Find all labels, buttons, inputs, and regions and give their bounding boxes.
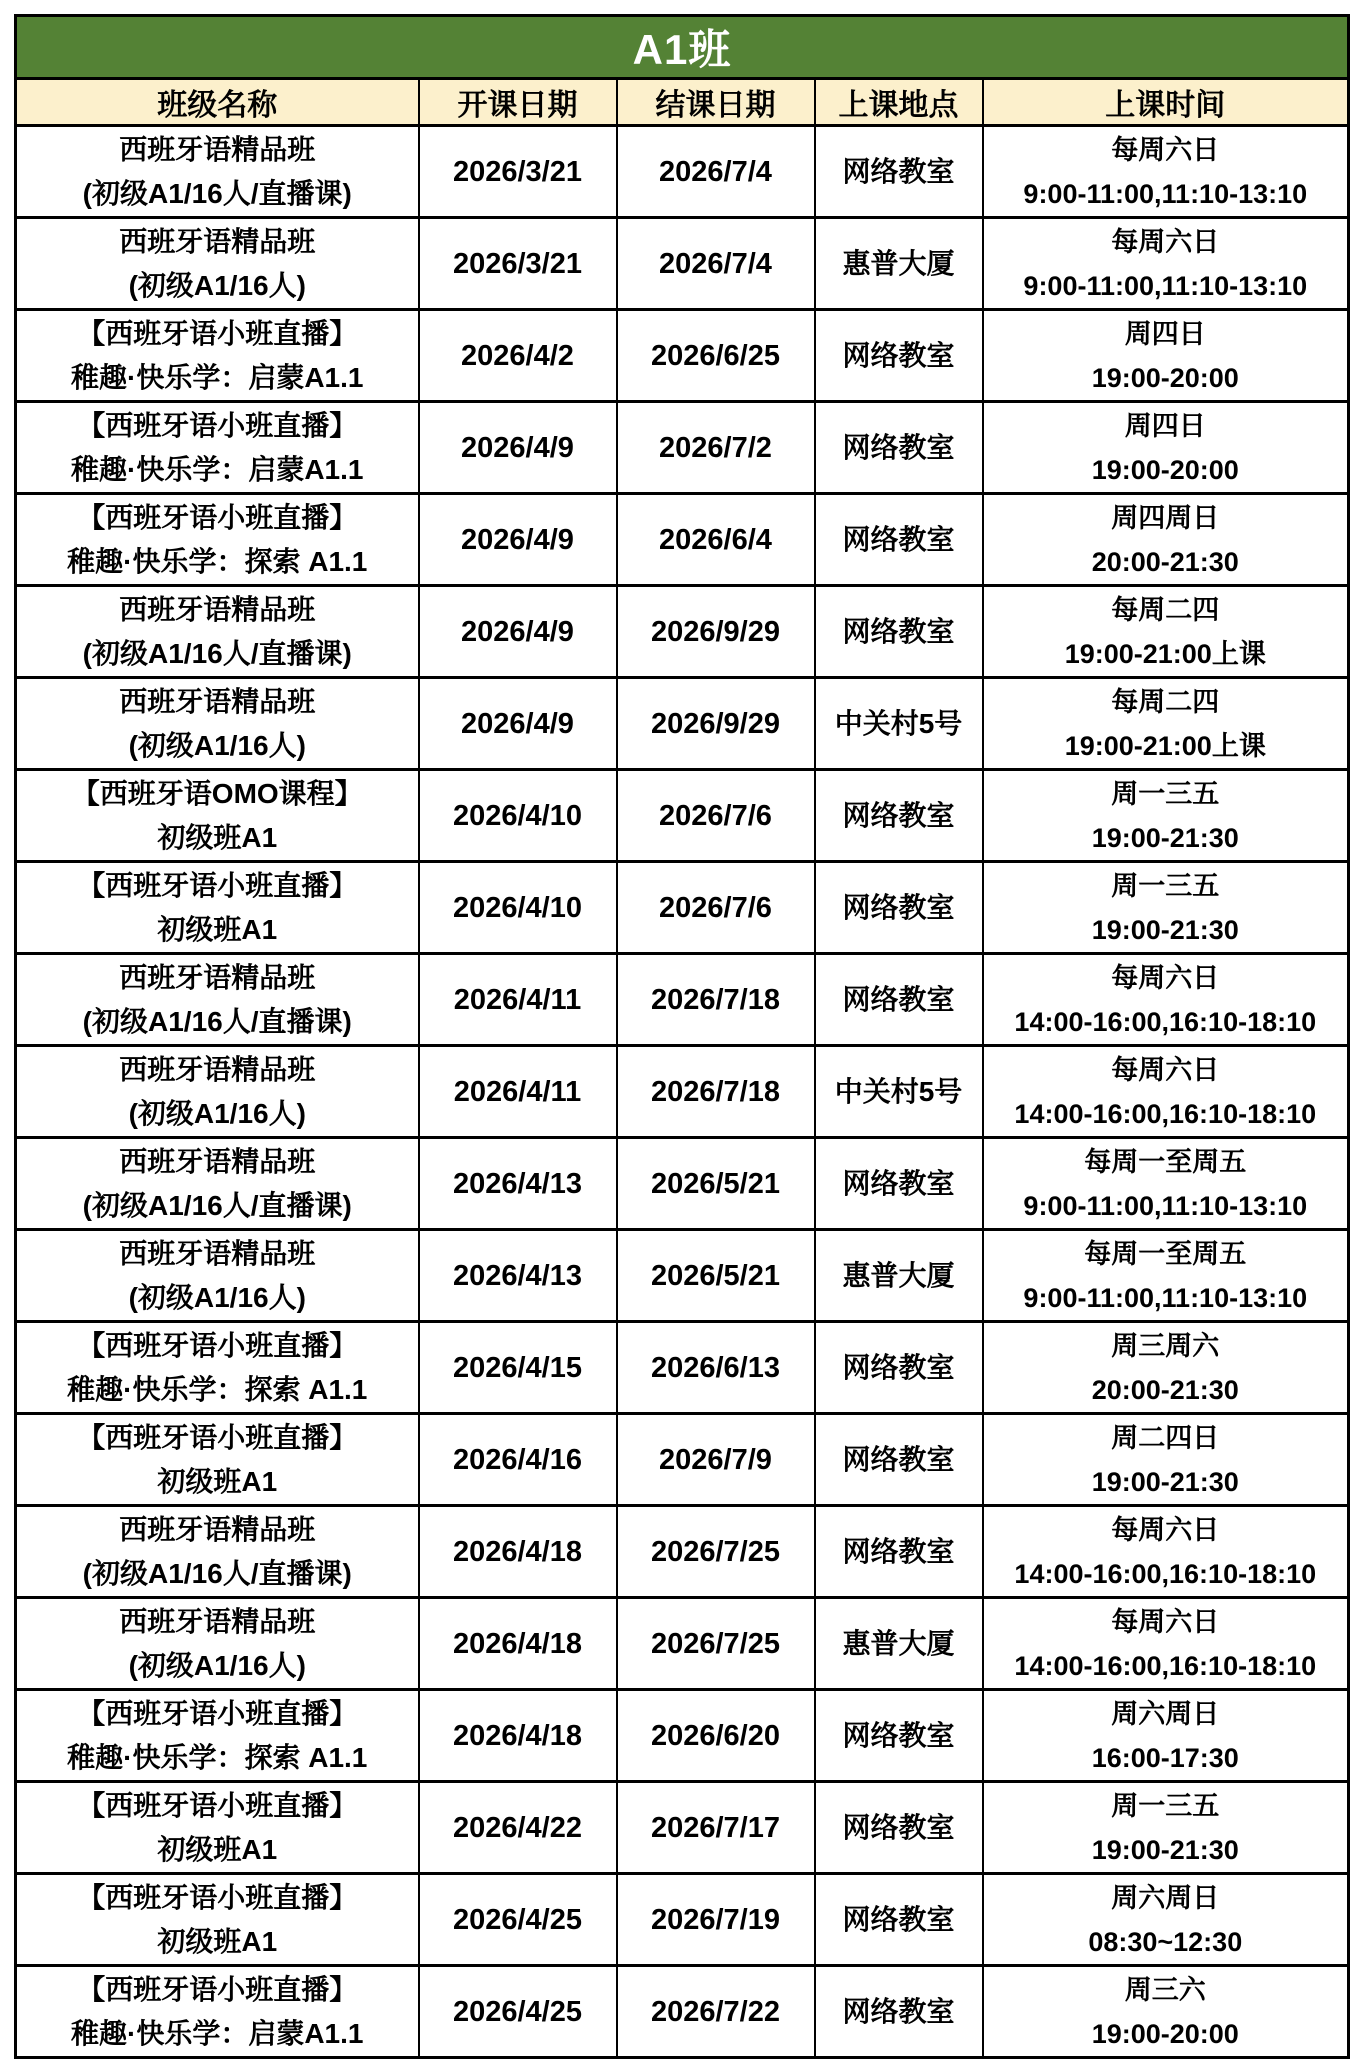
cell-line: 19:00-21:30 xyxy=(1091,1834,1239,1865)
table-row xyxy=(16,586,1349,678)
cell-line: 2026/7/4 xyxy=(659,155,772,188)
cell-line: 【西班牙语OMO课程】 xyxy=(71,777,363,809)
end-date-cell xyxy=(617,126,815,218)
start-date-cell xyxy=(419,1598,617,1690)
cell-line: 西班牙语精品班 xyxy=(119,1053,316,1085)
cell-line: 2026/3/21 xyxy=(452,247,582,280)
class-name-cell xyxy=(16,586,419,678)
cell-line: 稚趣·快乐学：探索 A1.1 xyxy=(67,545,368,577)
cell-line: 周六周日 xyxy=(1111,1698,1220,1729)
cell-line: 2026/9/29 xyxy=(650,615,780,648)
cell-line: 西班牙语精品班 xyxy=(119,593,316,625)
table-row xyxy=(16,1690,1349,1782)
location-cell xyxy=(815,770,983,862)
class-schedule-table xyxy=(14,14,1350,2059)
cell-line: 网络教室 xyxy=(842,1903,955,1935)
cell-line: 【西班牙语小班直播】 xyxy=(77,1789,358,1821)
column-header-0: 班级名称 xyxy=(16,79,419,126)
cell-line: 周六周日 xyxy=(1111,1882,1220,1913)
cell-line: 2026/9/29 xyxy=(650,707,780,740)
cell-line: 周三六 xyxy=(1124,1974,1206,2005)
end-date-cell xyxy=(617,1966,815,2058)
table-row xyxy=(16,1874,1349,1966)
class-name-cell xyxy=(16,770,419,862)
end-date-cell xyxy=(617,1322,815,1414)
start-date-cell xyxy=(419,862,617,954)
cell-line: 2026/4/18 xyxy=(452,1627,582,1660)
cell-line: 西班牙语精品班 xyxy=(119,1145,316,1177)
table-row xyxy=(16,1046,1349,1138)
class-name-cell xyxy=(16,954,419,1046)
column-header-2: 结课日期 xyxy=(617,79,815,126)
location-cell xyxy=(815,402,983,494)
cell-line: 每周六日 xyxy=(1111,962,1220,993)
time-cell xyxy=(983,1506,1349,1598)
start-date-cell xyxy=(419,218,617,310)
cell-line: (初级A1/16人) xyxy=(128,269,306,301)
cell-line: 【西班牙语小班直播】 xyxy=(77,501,358,533)
table-row xyxy=(16,126,1349,218)
cell-line: 每周二四 xyxy=(1111,686,1220,717)
cell-line: 19:00-21:30 xyxy=(1091,914,1239,945)
cell-line: 2026/4/10 xyxy=(452,891,582,924)
start-date-cell xyxy=(419,1322,617,1414)
end-date-cell xyxy=(617,1874,815,1966)
location-cell xyxy=(815,310,983,402)
cell-line: 9:00-11:00,11:10-13:10 xyxy=(1023,270,1308,301)
cell-line: 2026/7/6 xyxy=(659,799,772,832)
start-date-cell xyxy=(419,1966,617,2058)
cell-line: 2026/4/13 xyxy=(452,1259,582,1292)
cell-line: 网络教室 xyxy=(842,339,955,371)
cell-line: 每周六日 xyxy=(1111,134,1220,165)
location-cell xyxy=(815,1046,983,1138)
table-row xyxy=(16,310,1349,402)
cell-line: 中关村5号 xyxy=(834,707,963,739)
class-name-cell xyxy=(16,1506,419,1598)
cell-line: 9:00-11:00,11:10-13:10 xyxy=(1023,178,1308,209)
cell-line: 网络教室 xyxy=(842,891,955,923)
start-date-cell xyxy=(419,402,617,494)
location-cell xyxy=(815,1138,983,1230)
class-name-cell xyxy=(16,678,419,770)
table-row xyxy=(16,1506,1349,1598)
cell-line: 【西班牙语小班直播】 xyxy=(77,409,358,441)
cell-line: 网络教室 xyxy=(842,983,955,1015)
cell-line: 初级班A1 xyxy=(157,913,278,945)
time-cell xyxy=(983,402,1349,494)
cell-line: 周四日 xyxy=(1124,410,1206,441)
location-cell xyxy=(815,862,983,954)
cell-line: 2026/4/10 xyxy=(452,799,582,832)
end-date-cell xyxy=(617,1598,815,1690)
cell-line: 网络教室 xyxy=(842,1167,955,1199)
end-date-cell xyxy=(617,954,815,1046)
cell-line: 周四周日 xyxy=(1111,502,1220,533)
cell-line: 稚趣·快乐学：探索 A1.1 xyxy=(67,1741,368,1773)
start-date-cell xyxy=(419,494,617,586)
cell-line: 2026/7/25 xyxy=(650,1535,780,1568)
start-date-cell xyxy=(419,678,617,770)
table-row xyxy=(16,1782,1349,1874)
time-cell xyxy=(983,1230,1349,1322)
class-name-cell xyxy=(16,1414,419,1506)
end-date-cell xyxy=(617,1414,815,1506)
class-name-cell xyxy=(16,1230,419,1322)
cell-line: 西班牙语精品班 xyxy=(119,133,316,165)
cell-line: 2026/7/19 xyxy=(650,1903,780,1936)
cell-line: 2026/4/11 xyxy=(453,1075,582,1108)
end-date-cell xyxy=(617,310,815,402)
start-date-cell xyxy=(419,310,617,402)
table-row xyxy=(16,1966,1349,2058)
cell-line: 2026/4/13 xyxy=(452,1167,582,1200)
table-row xyxy=(16,1138,1349,1230)
location-cell xyxy=(815,218,983,310)
class-name-cell xyxy=(16,218,419,310)
cell-line: 每周二四 xyxy=(1111,594,1220,625)
location-cell xyxy=(815,678,983,770)
table-row xyxy=(16,1598,1349,1690)
end-date-cell xyxy=(617,1138,815,1230)
start-date-cell xyxy=(419,586,617,678)
cell-line: 14:00-16:00,16:10-18:10 xyxy=(1014,1098,1317,1129)
cell-line: 2026/7/17 xyxy=(650,1811,780,1844)
end-date-cell xyxy=(617,1046,815,1138)
cell-line: 西班牙语精品班 xyxy=(119,685,316,717)
cell-line: 【西班牙语小班直播】 xyxy=(77,1329,358,1361)
location-cell xyxy=(815,1782,983,1874)
cell-line: 网络教室 xyxy=(842,1443,955,1475)
cell-line: 2026/4/9 xyxy=(461,707,574,740)
start-date-cell xyxy=(419,1230,617,1322)
time-cell xyxy=(983,1598,1349,1690)
cell-line: 每周六日 xyxy=(1111,1606,1220,1637)
cell-line: 2026/4/9 xyxy=(461,431,574,464)
cell-line: 西班牙语精品班 xyxy=(119,961,316,993)
cell-line: 2026/7/25 xyxy=(650,1627,780,1660)
table-row xyxy=(16,1414,1349,1506)
time-cell xyxy=(983,310,1349,402)
cell-line: 08:30~12:30 xyxy=(1088,1926,1243,1957)
location-cell xyxy=(815,1322,983,1414)
cell-line: 网络教室 xyxy=(842,1351,955,1383)
end-date-cell xyxy=(617,1782,815,1874)
table-title: A1班 xyxy=(16,16,1349,79)
class-name-cell xyxy=(16,1690,419,1782)
cell-line: 2026/4/15 xyxy=(452,1351,582,1384)
time-cell xyxy=(983,1046,1349,1138)
start-date-cell xyxy=(419,126,617,218)
cell-line: 周一三五 xyxy=(1111,870,1220,901)
end-date-cell xyxy=(617,1690,815,1782)
cell-line: 2026/5/21 xyxy=(650,1167,780,1200)
cell-line: 2026/7/18 xyxy=(650,983,780,1016)
cell-line: 每周六日 xyxy=(1111,1514,1220,1545)
cell-line: (初级A1/16人/直播课) xyxy=(82,1005,352,1037)
cell-line: 网络教室 xyxy=(842,1811,955,1843)
cell-line: 网络教室 xyxy=(842,431,955,463)
location-cell xyxy=(815,126,983,218)
cell-line: 每周一至周五 xyxy=(1084,1146,1247,1177)
cell-line: 【西班牙语小班直播】 xyxy=(77,1697,358,1729)
cell-line: 每周六日 xyxy=(1111,1054,1220,1085)
location-cell xyxy=(815,1230,983,1322)
time-cell xyxy=(983,126,1349,218)
start-date-cell xyxy=(419,1506,617,1598)
cell-line: 14:00-16:00,16:10-18:10 xyxy=(1014,1650,1317,1681)
end-date-cell xyxy=(617,494,815,586)
end-date-cell xyxy=(617,862,815,954)
end-date-cell xyxy=(617,586,815,678)
cell-line: 初级班A1 xyxy=(157,1465,278,1497)
start-date-cell xyxy=(419,1414,617,1506)
cell-line: 稚趣·快乐学：启蒙A1.1 xyxy=(71,2017,364,2049)
cell-line: 初级班A1 xyxy=(157,821,278,853)
start-date-cell xyxy=(419,1138,617,1230)
end-date-cell xyxy=(617,218,815,310)
cell-line: 2026/4/16 xyxy=(452,1443,582,1476)
location-cell xyxy=(815,1598,983,1690)
time-cell xyxy=(983,770,1349,862)
location-cell xyxy=(815,1874,983,1966)
cell-line: 20:00-21:30 xyxy=(1091,1374,1239,1405)
cell-line: (初级A1/16人) xyxy=(128,1281,306,1313)
class-name-cell xyxy=(16,1322,419,1414)
cell-line: 稚趣·快乐学：启蒙A1.1 xyxy=(71,453,364,485)
cell-line: 周三周六 xyxy=(1111,1330,1220,1361)
time-cell xyxy=(983,1414,1349,1506)
cell-line: 西班牙语精品班 xyxy=(119,1605,316,1637)
cell-line: 2026/5/21 xyxy=(650,1259,780,1292)
cell-line: 网络教室 xyxy=(842,799,955,831)
cell-line: (初级A1/16人) xyxy=(128,1649,306,1681)
cell-line: 西班牙语精品班 xyxy=(119,1237,316,1269)
cell-line: 网络教室 xyxy=(842,1719,955,1751)
cell-line: (初级A1/16人/直播课) xyxy=(82,637,352,669)
cell-line: 【西班牙语小班直播】 xyxy=(77,1881,358,1913)
cell-line: 2026/4/2 xyxy=(461,339,574,372)
cell-line: 中关村5号 xyxy=(834,1075,963,1107)
start-date-cell xyxy=(419,1046,617,1138)
cell-line: 19:00-20:00 xyxy=(1091,362,1239,393)
cell-line: 【西班牙语小班直播】 xyxy=(77,1973,358,2005)
column-header-1: 开课日期 xyxy=(419,79,617,126)
table-row xyxy=(16,954,1349,1046)
cell-line: 2026/6/4 xyxy=(659,523,772,556)
time-cell xyxy=(983,1782,1349,1874)
start-date-cell xyxy=(419,1874,617,1966)
cell-line: 19:00-21:30 xyxy=(1091,822,1239,853)
cell-line: 2026/6/13 xyxy=(650,1351,780,1384)
time-cell xyxy=(983,1966,1349,2058)
cell-line: 西班牙语精品班 xyxy=(119,225,316,257)
table-row xyxy=(16,770,1349,862)
end-date-cell xyxy=(617,678,815,770)
location-cell xyxy=(815,494,983,586)
cell-line: 2026/7/18 xyxy=(650,1075,780,1108)
time-cell xyxy=(983,862,1349,954)
start-date-cell xyxy=(419,1782,617,1874)
class-name-cell xyxy=(16,1874,419,1966)
end-date-cell xyxy=(617,402,815,494)
cell-line: 19:00-20:00 xyxy=(1091,454,1239,485)
time-cell xyxy=(983,1138,1349,1230)
location-cell xyxy=(815,1966,983,2058)
cell-line: 惠普大厦 xyxy=(842,247,955,279)
cell-line: 稚趣·快乐学：探索 A1.1 xyxy=(67,1373,368,1405)
time-cell xyxy=(983,678,1349,770)
cell-line: 14:00-16:00,16:10-18:10 xyxy=(1014,1006,1317,1037)
start-date-cell xyxy=(419,954,617,1046)
cell-line: 惠普大厦 xyxy=(842,1627,955,1659)
cell-line: 周二四日 xyxy=(1111,1422,1220,1453)
cell-line: 惠普大厦 xyxy=(842,1259,955,1291)
cell-line: 19:00-21:30 xyxy=(1091,1466,1239,1497)
table-row xyxy=(16,402,1349,494)
cell-line: 2026/4/9 xyxy=(461,615,574,648)
location-cell xyxy=(815,1414,983,1506)
start-date-cell xyxy=(419,770,617,862)
cell-line: 网络教室 xyxy=(842,1535,955,1567)
cell-line: 【西班牙语小班直播】 xyxy=(77,1421,358,1453)
class-name-cell xyxy=(16,310,419,402)
cell-line: (初级A1/16人/直播课) xyxy=(82,1557,352,1589)
time-cell xyxy=(983,1874,1349,1966)
table-row xyxy=(16,1322,1349,1414)
cell-line: 网络教室 xyxy=(842,1995,955,2027)
cell-line: 稚趣·快乐学：启蒙A1.1 xyxy=(71,361,364,393)
table-row xyxy=(16,494,1349,586)
cell-line: 【西班牙语小班直播】 xyxy=(77,317,358,349)
cell-line: 网络教室 xyxy=(842,615,955,647)
cell-line: 周一三五 xyxy=(1111,778,1220,809)
cell-line: 【西班牙语小班直播】 xyxy=(77,869,358,901)
cell-line: 初级班A1 xyxy=(157,1925,278,1957)
time-cell xyxy=(983,1322,1349,1414)
cell-line: 2026/7/4 xyxy=(659,247,772,280)
class-name-cell xyxy=(16,862,419,954)
cell-line: 2026/7/6 xyxy=(659,891,772,924)
class-name-cell xyxy=(16,1138,419,1230)
column-header-row xyxy=(16,79,1349,126)
table-row xyxy=(16,218,1349,310)
cell-line: 2026/4/18 xyxy=(452,1535,582,1568)
title-row xyxy=(16,16,1349,79)
start-date-cell xyxy=(419,1690,617,1782)
cell-line: 周四日 xyxy=(1124,318,1206,349)
column-header-3: 上课地点 xyxy=(815,79,983,126)
table-row xyxy=(16,862,1349,954)
cell-line: 2026/7/2 xyxy=(659,431,772,464)
cell-line: 9:00-11:00,11:10-13:10 xyxy=(1023,1282,1308,1313)
cell-line: 2026/7/9 xyxy=(659,1443,772,1476)
end-date-cell xyxy=(617,1230,815,1322)
location-cell xyxy=(815,586,983,678)
cell-line: 19:00-20:00 xyxy=(1091,2018,1239,2049)
class-name-cell xyxy=(16,1598,419,1690)
cell-line: 2026/6/25 xyxy=(650,339,780,372)
class-name-cell xyxy=(16,126,419,218)
cell-line: (初级A1/16人/直播课) xyxy=(82,1189,352,1221)
cell-line: 西班牙语精品班 xyxy=(119,1513,316,1545)
end-date-cell xyxy=(617,770,815,862)
class-name-cell xyxy=(16,402,419,494)
table-row xyxy=(16,1230,1349,1322)
class-name-cell xyxy=(16,1782,419,1874)
end-date-cell xyxy=(617,1506,815,1598)
cell-line: 2026/4/11 xyxy=(453,983,582,1016)
time-cell xyxy=(983,586,1349,678)
location-cell xyxy=(815,1506,983,1598)
time-cell xyxy=(983,1690,1349,1782)
cell-line: 2026/7/22 xyxy=(650,1995,780,2028)
location-cell xyxy=(815,954,983,1046)
time-cell xyxy=(983,218,1349,310)
cell-line: (初级A1/16人) xyxy=(128,1097,306,1129)
cell-line: 16:00-17:30 xyxy=(1091,1742,1239,1773)
cell-line: 每周一至周五 xyxy=(1084,1238,1247,1269)
cell-line: 2026/4/25 xyxy=(452,1903,582,1936)
cell-line: 9:00-11:00,11:10-13:10 xyxy=(1023,1190,1308,1221)
class-name-cell xyxy=(16,494,419,586)
time-cell xyxy=(983,954,1349,1046)
location-cell xyxy=(815,1690,983,1782)
cell-line: (初级A1/16人) xyxy=(128,729,306,761)
cell-line: 周一三五 xyxy=(1111,1790,1220,1821)
cell-line: 19:00-21:00上课 xyxy=(1064,730,1266,761)
table-row xyxy=(16,678,1349,770)
cell-line: (初级A1/16人/直播课) xyxy=(82,177,352,209)
cell-line: 每周六日 xyxy=(1111,226,1220,257)
cell-line: 网络教室 xyxy=(842,523,955,555)
cell-line: 2026/4/25 xyxy=(452,1995,582,2028)
cell-line: 2026/4/22 xyxy=(452,1811,582,1844)
cell-line: 20:00-21:30 xyxy=(1091,546,1239,577)
cell-line: 2026/4/9 xyxy=(461,523,574,556)
time-cell xyxy=(983,494,1349,586)
cell-line: 2026/6/20 xyxy=(650,1719,780,1752)
cell-line: 19:00-21:00上课 xyxy=(1064,638,1266,669)
cell-line: 2026/4/18 xyxy=(452,1719,582,1752)
cell-line: 初级班A1 xyxy=(157,1833,278,1865)
cell-line: 14:00-16:00,16:10-18:10 xyxy=(1014,1558,1317,1589)
class-name-cell xyxy=(16,1966,419,2058)
class-name-cell xyxy=(16,1046,419,1138)
cell-line: 网络教室 xyxy=(842,155,955,187)
column-header-4: 上课时间 xyxy=(983,79,1349,126)
cell-line: 2026/3/21 xyxy=(452,155,582,188)
